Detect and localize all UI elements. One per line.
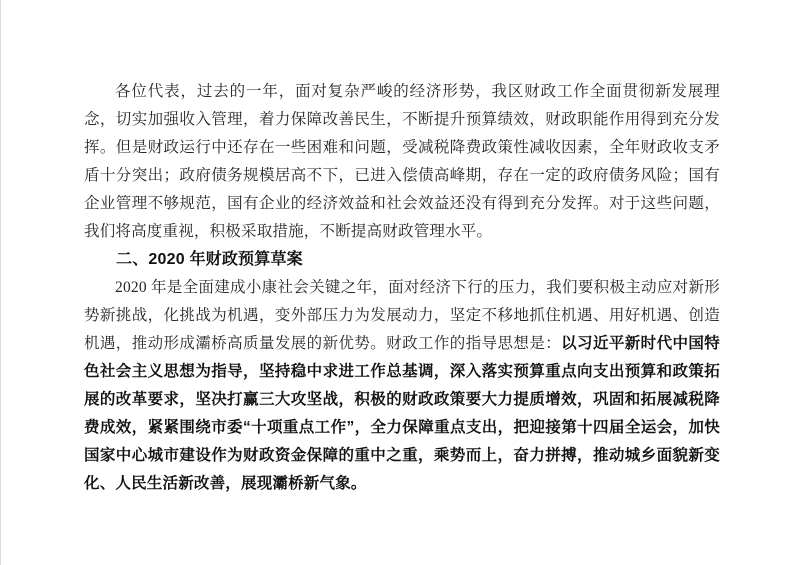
section-heading-2020-budget-draft: 二、2020 年财政预算草案 (116, 251, 303, 268)
paragraph-fiscal-review: 各位代表，过去的一年，面对复杂严峻的经济形势，我区财政工作全面贯彻新发展理念，切实加强收入管理，着力保障改善民生，不断提升预算绩效，财政职能作用得到充分发挥。但是财政运行中还存在一些困难和问题，受减税降费政策性减收因素，全年财政收支矛盾十分突出；政府债务规模居高不下，已进入偿债高峰期，存在一定的政府债务风险；国有企业管理不够规范，国有企业的经济效益和社会效益还没有得到充分发挥。对于这些问题，我们将高度重视，积极采取措施，不断提高财政管理水平。 (84, 83, 720, 240)
paragraph-budget-lead-text: 2020 年是全面建成小康社会关键之年，面对经济下行的压力，我们要积极主动应对新形势新挑战，化挑战为机遇，变外部压力为发展动力，坚定不移地抓住机遇、用好机遇、创造机遇，推动形成灞桥高质量发展的新优势。财政工作的指导思想是： (84, 279, 720, 352)
document-text-block (84, 78, 720, 498)
paragraph-budget-outlook (84, 274, 720, 498)
paragraph-budget-guiding-ideology-text: 以习近平新时代中国特色社会主义思想为指导，坚持稳中求进工作总基调，深入落实预算重点向支出预算和政策拓展的改革要求，坚决打赢三大攻坚战，积极的财政政策要大力提质增效，巩固和拓展减税降费成效，紧紧围绕市委“十项重点工作”，全力保障重点支出，把迎接第十四届全运会，加快国家中心城市建设作为财政资金保障的重中之重，乘势而上，奋力拼搏，推动城乡面貌新变化、人民生活新改善，展现灞桥新气象。 (84, 335, 720, 492)
